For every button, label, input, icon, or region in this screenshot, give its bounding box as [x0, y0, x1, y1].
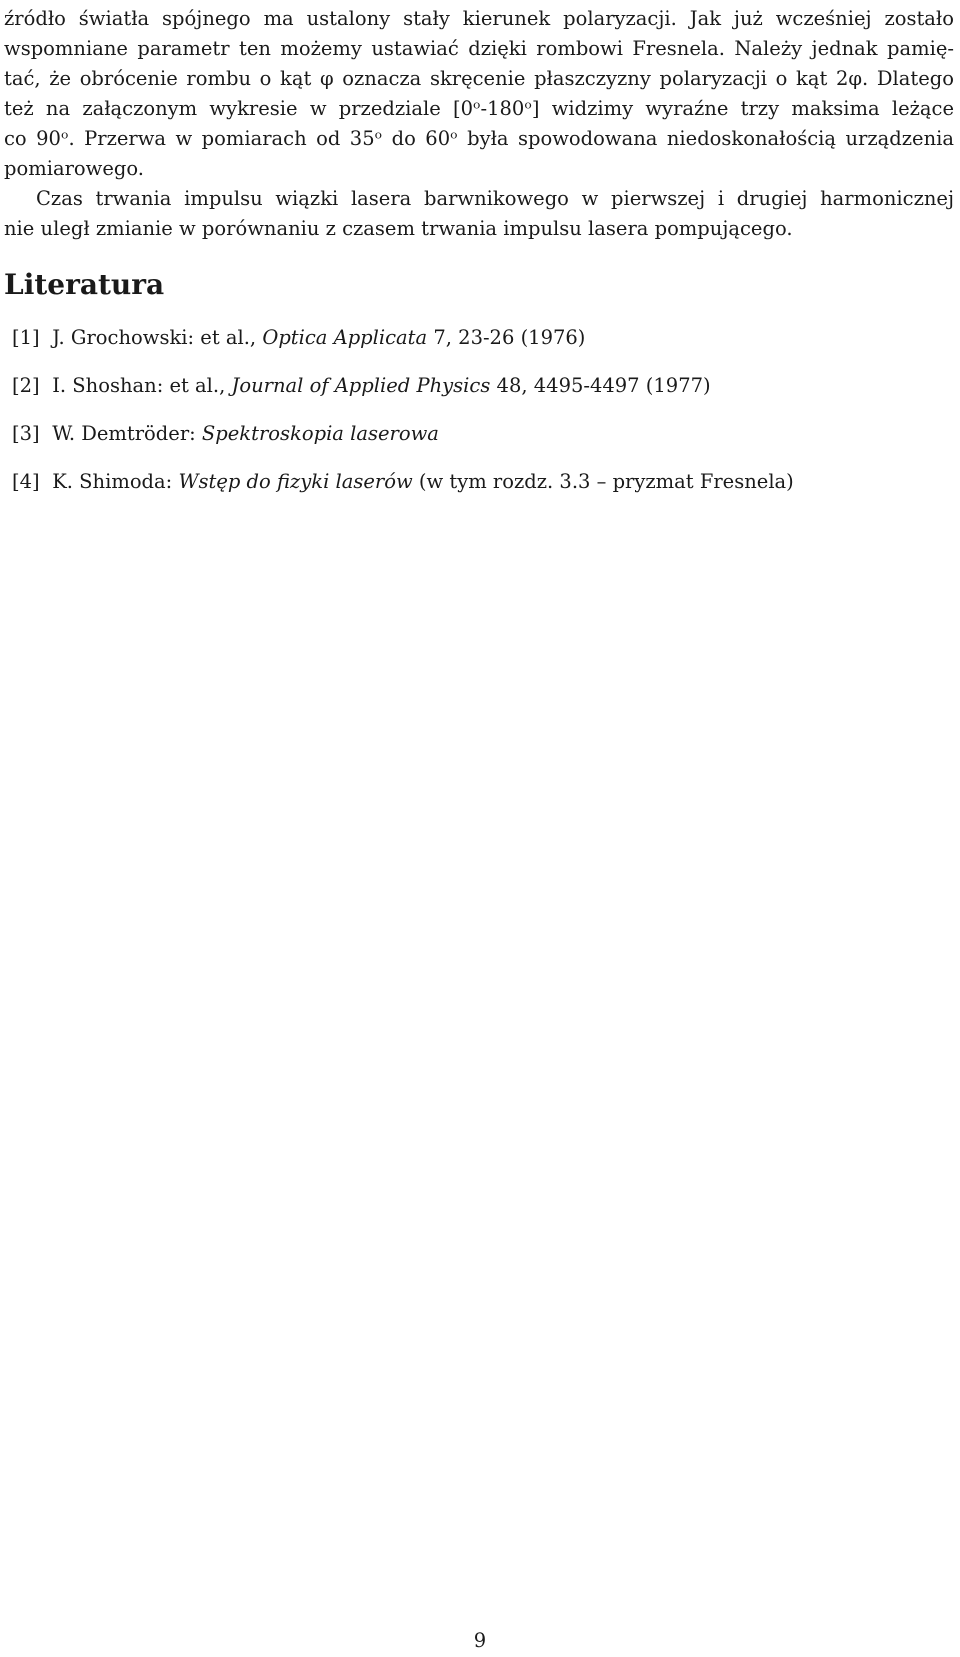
paragraph-line: tać, że obrócenie rombu o kąt φ oznacza skręcenie płaszczyzny polaryzacji o kąt 2φ. Dlatego	[4, 67, 954, 90]
reference-authors: I. Shoshan: et al.,	[52, 374, 232, 397]
reference-authors: J. Grochowski: et al.,	[52, 326, 263, 349]
paragraph-line: Czas trwania impulsu wiązki lasera barwnikowego w pierwszej i drugiej harmonicznej	[36, 187, 954, 210]
page-number: 9	[473, 1629, 487, 1652]
reference-number: [2]	[12, 374, 40, 397]
reference-number: [1]	[12, 326, 40, 349]
reference-details: 7, 23-26 (1976)	[427, 326, 586, 349]
paragraph-line: też na załączonym wykresie w przedziale [0ᵒ-180ᵒ] widzimy wyraźne trzy maksima leżące	[4, 97, 954, 120]
reference-authors: K. Shimoda:	[52, 470, 179, 493]
reference-title: Wstęp do fizyki laserów	[178, 470, 413, 493]
paragraph-line: pomiarowego.	[4, 157, 144, 180]
section-title: Literatura	[4, 268, 165, 301]
paragraph-pulse-duration	[4, 184, 954, 244]
document-page	[4, 4, 954, 515]
reference-number: [3]	[12, 422, 40, 445]
reference-item	[4, 371, 954, 401]
reference-details: 48, 4495-4497 (1977)	[490, 374, 711, 397]
paragraph-line: co 90ᵒ. Przerwa w pomiarach od 35ᵒ do 60ᵒ była spowodowana niedoskonałością urządzenia	[4, 127, 954, 150]
paragraph-polarization	[4, 4, 954, 184]
reference-list	[4, 323, 954, 497]
reference-title: Journal of Applied Physics	[231, 374, 491, 397]
reference-title: Spektroskopia laserowa	[201, 422, 439, 445]
paragraph-line: nie uległ zmianie w porównaniu z czasem trwania impulsu lasera pompującego.	[4, 217, 793, 240]
paragraph-line: źródło światła spójnego ma ustalony stały kierunek polaryzacji. Jak już wcześniej zostało	[4, 7, 954, 30]
reference-authors: W. Demtröder:	[52, 422, 202, 445]
reference-item	[4, 323, 954, 353]
reference-item	[4, 419, 954, 449]
paragraph-line: wspomniane parametr ten możemy ustawiać dzięki rombowi Fresnela. Należy jednak pamię-	[4, 37, 954, 60]
reference-details: (w tym rozdz. 3.3 – pryzmat Fresnela)	[412, 470, 794, 493]
reference-item	[4, 467, 954, 497]
reference-title: Optica Applicata	[262, 326, 428, 349]
reference-number: [4]	[12, 470, 40, 493]
